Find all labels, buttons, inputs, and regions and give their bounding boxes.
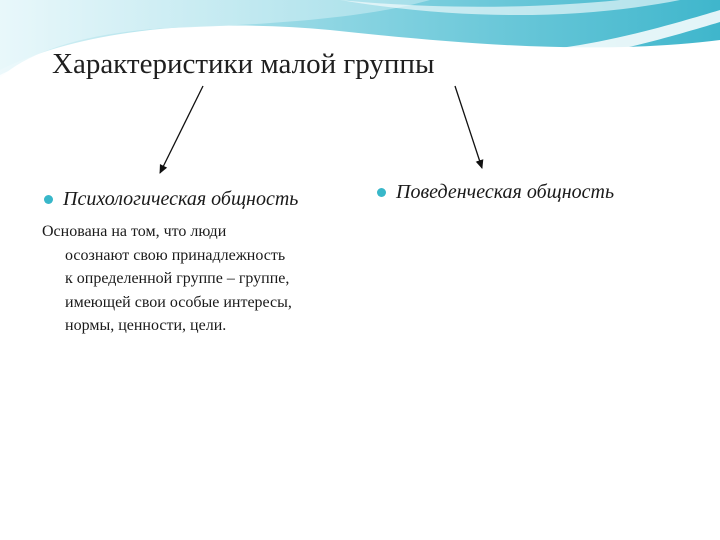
bullet-dot-icon	[377, 188, 386, 197]
description-line: к определенной группе – группе,	[65, 270, 290, 287]
bullet-label: Психологическая общность	[63, 188, 299, 210]
slide-title: Характеристики малой группы	[52, 48, 435, 80]
left-arrow	[160, 86, 203, 173]
description-paragraph	[42, 220, 372, 338]
right-arrow	[455, 86, 482, 168]
description-line: имеющей свои особые интересы,	[65, 293, 292, 311]
bullet-psychological	[44, 188, 298, 211]
description-line: нормы, ценности, цели.	[65, 317, 227, 334]
description-line: осознают свою принадлежность	[65, 246, 286, 264]
bullet-label: Поведенческая общность	[396, 181, 615, 203]
description-line: Основана на том, что люди	[42, 223, 227, 240]
bullet-behavioral	[377, 181, 614, 204]
bullet-dot-icon	[44, 195, 53, 204]
